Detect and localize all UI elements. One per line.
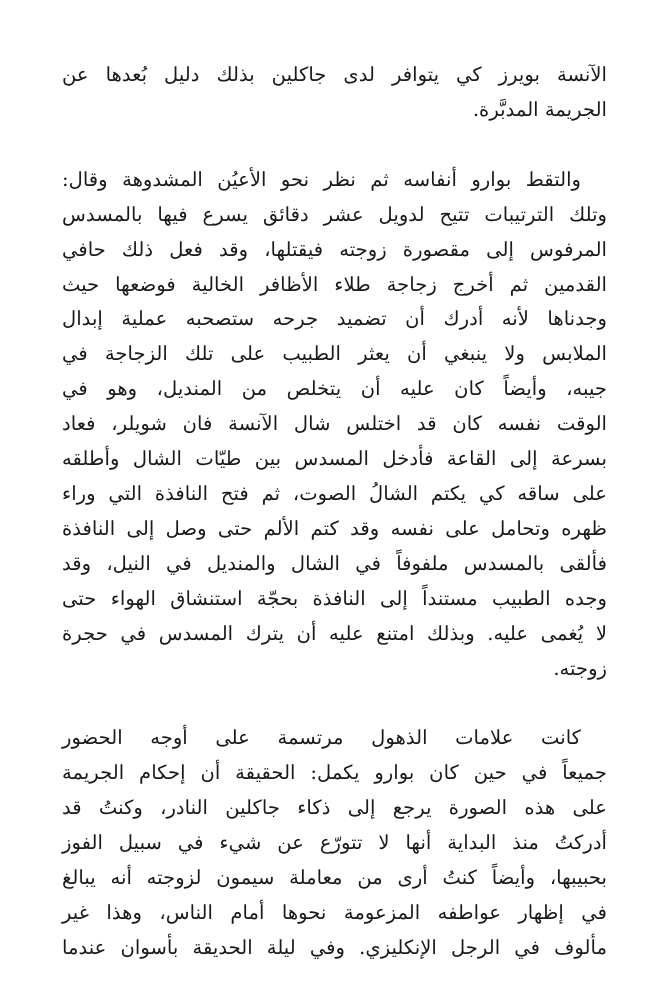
book-page [62, 58, 607, 966]
paragraph-1 [62, 58, 607, 128]
text-line: ظهره وتحامل على نفسه وقد كتم الألم حتى وصل إلى النافذة [62, 516, 607, 540]
text-line: بحبيبها، وأيضاً كنتُ أرى من معاملة سيمون لزوجته أنه يبالغ [62, 866, 607, 890]
text-line: وجدناها لأنه أدرك أن تضميد جرحه ستصحبه عملية إبدال [62, 307, 607, 331]
text-line: على هذه الصورة يرجع إلى ذكاء جاكلين النادر، وكنتُ قد [62, 796, 607, 820]
text-line: وتلك الترتيبات تتيح لدويل عشر دقائق يسرع فيها بالمسدس [62, 202, 607, 226]
text-line: المرفوس إلى مقصورة زوجته فيقتلها، وقد فعل ذلك حافي [62, 237, 607, 261]
text-line: أدركتُ منذ البداية أنها لا تتورّع عن شيء في سبيل الفوز [62, 831, 607, 855]
text-line: في إظهار عواطفه المزعومة نحوها أمام الناس، وهذا غير [62, 900, 607, 924]
text-line: بسرعة إلى القاعة فأدخل المسدس بين طيّات الشال وأطلقه [62, 447, 607, 471]
text-line: الآنسة بويرز كي يتوافر لدى جاكلين بذلك دليل بُعدها عن [62, 63, 607, 86]
text-line: وجده الطبيب مستنداً إلى النافذة بحجّة استنشاق الهواء حتى [62, 586, 607, 610]
text-line: والتقط بوارو أنفاسه ثم نظر نحو الأعيُن المشدوهة وقال: [62, 167, 581, 191]
text-line: لا يُغمى عليه. وبذلك امتنع عليه أن يترك المسدس في حجرة [62, 621, 607, 645]
paragraph-2 [62, 163, 607, 687]
text-line: جميعاً في حين كان بوارو يكمل: الحقيقة أن إحكام الجريمة [62, 761, 607, 785]
text-line: مألوف في الرجل الإنكليزي. وفي ليلة الحديقة بأسوان عندما [62, 935, 607, 959]
paragraph-3 [62, 721, 607, 965]
text-line: الملابس ولا ينبغي أن يعثر الطبيب على تلك الزجاجة في [62, 342, 607, 366]
text-line: القدمين ثم أخرج زجاجة طلاء الأظافر الخالية فوضعها حيث [62, 272, 607, 296]
text-line: زوجته. [553, 656, 607, 680]
text-line: فألقى بالمسدس ملفوفاً في الشال والمنديل في النيل، وقد [62, 551, 607, 575]
text-line: جيبه، وأيضاً كان عليه أن يتخلص من المنديل، وهو في [62, 377, 607, 401]
text-line: الجريمة المدبَّرة. [472, 97, 607, 121]
text-line: كانت علامات الذهول مرتسمة على أوجه الحضور [62, 726, 581, 750]
text-line: على ساقه كي يكتم الشالُ الصوت، ثم فتح النافذة التي وراء [62, 481, 607, 505]
text-line: الوقت نفسه كان قد اختلس شال الآنسة فان شويلر، فعاد [62, 412, 607, 436]
